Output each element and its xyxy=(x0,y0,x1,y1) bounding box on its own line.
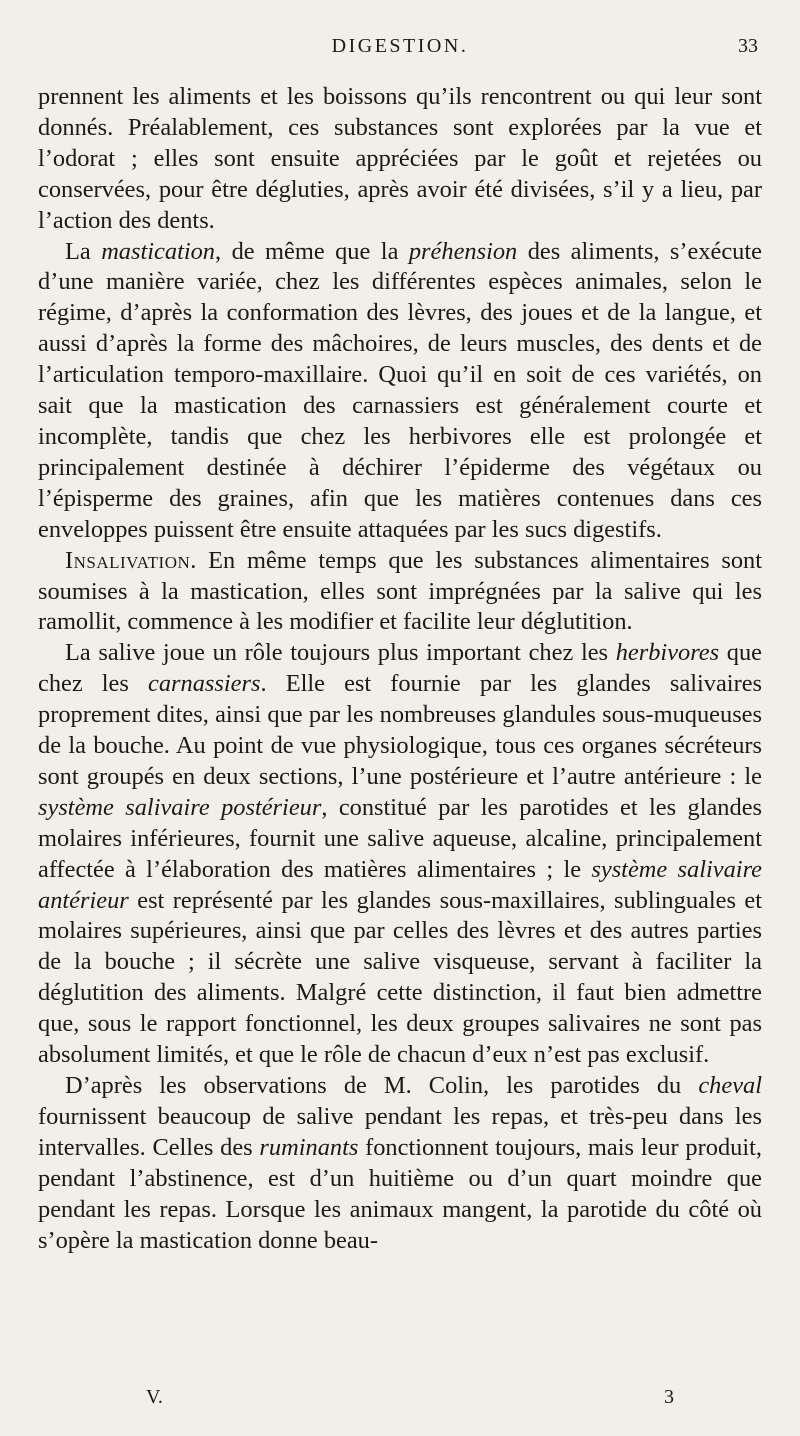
text-run: , de même que la xyxy=(215,237,409,265)
paragraph xyxy=(38,237,762,546)
section-heading: Insalivation xyxy=(65,546,191,574)
text-run: est représenté par les glandes sous-maxillaires, sublinguales et molaires supérieures, ainsi que par celles des lèvres et des autres parties de la bouche ; il sécrète une salive visqueuse, servant à faciliter la déglutition des aliments. Malgré cette distinction, il faut bien admettre que, sous le rapport fonctionnel, les deux groupes salivaires ne sont pas absolument limités, et que le rôle de chacun d’eux n’est pas exclusif. xyxy=(38,886,762,1069)
text-run: La salive joue un rôle toujours plus important chez les xyxy=(65,639,616,667)
paragraph xyxy=(38,638,762,1071)
sheet-number: 3 xyxy=(664,1386,674,1408)
italic-term: système salivaire antérieur xyxy=(38,855,762,914)
paragraph xyxy=(38,546,762,639)
page-footer xyxy=(38,1386,762,1416)
text-run: que chez les xyxy=(38,639,762,698)
italic-term: carnassiers xyxy=(148,670,261,698)
text-run: fonctionnent toujours, mais leur produit, pendant l’abstinence, est d’un huitième ou d’un quart moindre que pendant les repas. Lorsque les animaux mangent, la parotide du côté où s’opère la mastication donne beau- xyxy=(38,1133,762,1254)
italic-term: cheval xyxy=(698,1072,762,1099)
text-run: fournissent beaucoup de salive pendant les repas, et très-peu dans les intervalles. Celles des xyxy=(38,1102,762,1161)
italic-term: système salivaire postérieur xyxy=(38,793,322,821)
text-body xyxy=(38,82,762,1256)
page-number: 33 xyxy=(738,35,758,57)
text-run: D’après les observations de M. Colin, les parotides du xyxy=(65,1072,699,1099)
italic-term: ruminants xyxy=(259,1133,359,1161)
italic-term: préhension xyxy=(408,237,518,265)
italic-term: herbivores xyxy=(615,639,720,667)
text-run: des aliments, s’exécute d’une manière variée, chez les différentes espèces animales, selon le régime, d’après la conformation des lèvres, des joues et de la langue, et aussi d’après la forme des mâchoires, de leurs muscles, des dents et de l’articulation temporo-maxillaire. Quoi qu’il en soit de ces variétés, on sait que la mastication des carnassiers est généralement courte et incomplète, tandis que chez les herbivores elle est prolongée et principalement destinée à déchirer l’épiderme des végétaux ou l’épisperme des graines, afin que les matières contenues dans ces enveloppes puissent être ensuite attaquées par les sucs digestifs. xyxy=(38,237,762,543)
paragraph xyxy=(38,82,762,237)
text-run: prennent les aliments et les boissons qu’ils rencontrent ou qui leur sont donnés. Préalablement, ces substances sont explorées par la vue et l’odorat ; elles sont ensuite appréciées par le goût et rejetées ou conservées, pour être dégluties, après avoir été divisées, s’il y a lieu, par l’action des dents. xyxy=(38,83,762,234)
italic-term: mastication xyxy=(101,237,216,265)
text-run: La xyxy=(65,237,102,265)
text-run: , constitué par les parotides et les glandes molaires inférieures, fournit une salive aqueuse, alcaline, principalement affectée à l’élaboration des matières alimentaires ; le xyxy=(38,793,763,883)
running-header xyxy=(38,28,762,68)
text-run: . En même temps que les substances alimentaires sont soumises à la mastication, elles sont imprégnées par la salive qui les ramollit, commence à les modifier et facilite leur déglutition. xyxy=(38,546,762,636)
text-run: . Elle est fournie par les glandes salivaires proprement dites, ainsi que par les nombreuses glandules sous-muqueuses de la bouche. Au point de vue physiologique, tous ces organes sécréteurs sont groupés en deux sections, l’une postérieure et l’autre antérieure : le xyxy=(38,670,763,790)
paragraph xyxy=(38,1071,762,1256)
running-title: DIGESTION. xyxy=(331,35,469,57)
signature-mark: V. xyxy=(146,1386,163,1408)
